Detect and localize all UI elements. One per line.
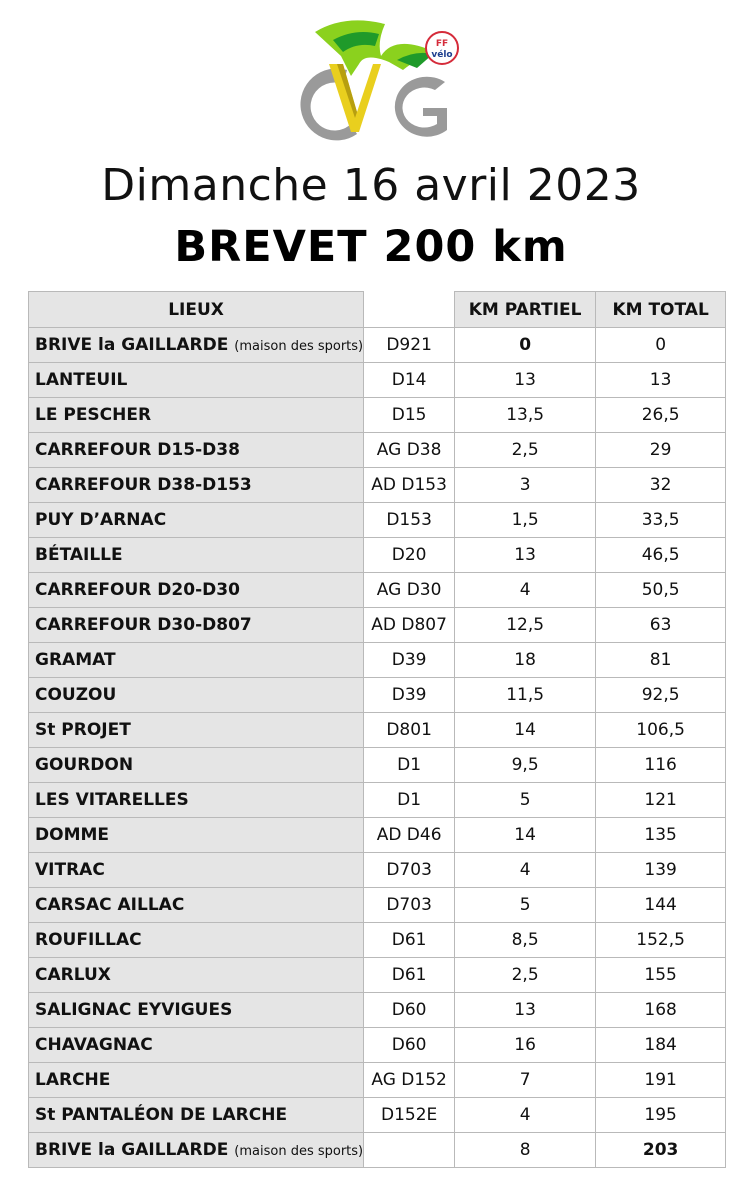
total-km-cell: 92,5 — [596, 678, 726, 713]
table-row — [29, 328, 726, 363]
place-cell — [29, 503, 364, 538]
total-km-cell: 155 — [596, 958, 726, 993]
road-cell: AG D152 — [364, 1063, 455, 1098]
table-row — [29, 888, 726, 923]
table-row — [29, 678, 726, 713]
place-cell — [29, 363, 364, 398]
svg-text:vélo: vélo — [431, 50, 453, 60]
road-cell: D39 — [364, 678, 455, 713]
table-row — [29, 433, 726, 468]
place-name: GRAMAT — [35, 650, 116, 670]
place-cell — [29, 1098, 364, 1133]
total-km-cell: 26,5 — [596, 398, 726, 433]
total-km-cell: 106,5 — [596, 713, 726, 748]
road-cell: AG D30 — [364, 573, 455, 608]
road-cell: D61 — [364, 923, 455, 958]
road-cell: D20 — [364, 538, 455, 573]
total-km-cell: 13 — [596, 363, 726, 398]
table-row — [29, 923, 726, 958]
place-cell — [29, 398, 364, 433]
place-cell — [29, 818, 364, 853]
club-logo — [285, 12, 475, 152]
place-cell — [29, 433, 364, 468]
place-note: (maison des sports) — [234, 339, 364, 354]
partial-km-cell: 12,5 — [455, 608, 596, 643]
place-cell — [29, 748, 364, 783]
place-cell — [29, 538, 364, 573]
partial-km-cell: 14 — [455, 818, 596, 853]
road-cell: AD D153 — [364, 468, 455, 503]
place-note: (maison des sports) — [234, 1144, 364, 1159]
total-km-cell: 116 — [596, 748, 726, 783]
table-row — [29, 468, 726, 503]
table-row — [29, 398, 726, 433]
road-cell: D1 — [364, 748, 455, 783]
table-row — [29, 1098, 726, 1133]
table-row — [29, 608, 726, 643]
place-cell — [29, 328, 364, 363]
partial-km-cell: 7 — [455, 1063, 596, 1098]
table-row — [29, 748, 726, 783]
road-cell: D39 — [364, 643, 455, 678]
place-name: BRIVE la GAILLARDE — [35, 335, 229, 355]
place-cell — [29, 643, 364, 678]
place-cell — [29, 923, 364, 958]
table-row — [29, 363, 726, 398]
place-cell — [29, 888, 364, 923]
place-cell — [29, 1028, 364, 1063]
partial-km-cell: 11,5 — [455, 678, 596, 713]
table-row — [29, 713, 726, 748]
partial-km-cell: 9,5 — [455, 748, 596, 783]
place-name: LARCHE — [35, 1070, 111, 1090]
table-row — [29, 853, 726, 888]
table-row — [29, 643, 726, 678]
place-name: St PANTALÉON DE LARCHE — [35, 1105, 288, 1125]
total-km-cell: 168 — [596, 993, 726, 1028]
partial-km-cell: 4 — [455, 573, 596, 608]
road-cell: AD D46 — [364, 818, 455, 853]
column-header-place: LIEUX — [29, 292, 364, 328]
partial-km-cell: 8,5 — [455, 923, 596, 958]
column-header-partial: KM PARTIEL — [455, 292, 596, 328]
road-cell: D15 — [364, 398, 455, 433]
total-km-cell: 135 — [596, 818, 726, 853]
place-name: LANTEUIL — [35, 370, 128, 390]
table-row — [29, 538, 726, 573]
partial-km-cell: 14 — [455, 713, 596, 748]
table-row — [29, 818, 726, 853]
place-cell — [29, 608, 364, 643]
table-row — [29, 993, 726, 1028]
place-name: CARREFOUR D15-D38 — [35, 440, 240, 460]
partial-km-cell: 4 — [455, 853, 596, 888]
road-cell: D703 — [364, 888, 455, 923]
road-cell: D703 — [364, 853, 455, 888]
partial-km-cell: 13 — [455, 993, 596, 1028]
total-km-cell: 0 — [596, 328, 726, 363]
event-date: Dimanche 16 avril 2023 — [101, 160, 641, 211]
place-cell — [29, 678, 364, 713]
road-cell — [364, 1133, 455, 1168]
partial-km-cell: 0 — [455, 328, 596, 363]
partial-km-cell: 2,5 — [455, 958, 596, 993]
column-header-road — [364, 292, 455, 328]
partial-km-cell: 3 — [455, 468, 596, 503]
place-cell — [29, 958, 364, 993]
place-cell — [29, 573, 364, 608]
partial-km-cell: 16 — [455, 1028, 596, 1063]
place-name: ROUFILLAC — [35, 930, 142, 950]
column-header-total: KM TOTAL — [596, 292, 726, 328]
place-name: DOMME — [35, 825, 110, 845]
total-km-cell: 50,5 — [596, 573, 726, 608]
place-name: COUZOU — [35, 685, 117, 705]
road-cell: D60 — [364, 993, 455, 1028]
place-name: GOURDON — [35, 755, 134, 775]
route-table — [28, 291, 726, 1168]
road-cell: D153 — [364, 503, 455, 538]
table-row — [29, 1133, 726, 1168]
table-row — [29, 573, 726, 608]
total-km-cell: 195 — [596, 1098, 726, 1133]
place-cell — [29, 713, 364, 748]
road-cell: D152E — [364, 1098, 455, 1133]
total-km-cell: 63 — [596, 608, 726, 643]
total-km-cell: 33,5 — [596, 503, 726, 538]
partial-km-cell: 5 — [455, 783, 596, 818]
place-name: VITRAC — [35, 860, 105, 880]
total-km-cell: 121 — [596, 783, 726, 818]
partial-km-cell: 13,5 — [455, 398, 596, 433]
total-km-cell: 46,5 — [596, 538, 726, 573]
place-cell — [29, 468, 364, 503]
table-row — [29, 783, 726, 818]
place-name: CARREFOUR D30-D807 — [35, 615, 252, 635]
partial-km-cell: 4 — [455, 1098, 596, 1133]
road-cell: D801 — [364, 713, 455, 748]
partial-km-cell: 1,5 — [455, 503, 596, 538]
place-name: BRIVE la GAILLARDE — [35, 1140, 229, 1160]
total-km-cell: 144 — [596, 888, 726, 923]
place-cell — [29, 783, 364, 818]
place-name: SALIGNAC EYVIGUES — [35, 1000, 233, 1020]
road-cell: AG D38 — [364, 433, 455, 468]
road-cell: D60 — [364, 1028, 455, 1063]
place-cell — [29, 853, 364, 888]
total-km-cell: 203 — [596, 1133, 726, 1168]
svg-text:FF: FF — [435, 39, 449, 49]
partial-km-cell: 18 — [455, 643, 596, 678]
place-name: CHAVAGNAC — [35, 1035, 153, 1055]
table-row — [29, 503, 726, 538]
partial-km-cell: 5 — [455, 888, 596, 923]
place-cell — [29, 1133, 364, 1168]
table-header-row — [29, 292, 726, 328]
total-km-cell: 191 — [596, 1063, 726, 1098]
place-name: PUY D’ARNAC — [35, 510, 167, 530]
road-cell: AD D807 — [364, 608, 455, 643]
place-name: LES VITARELLES — [35, 790, 189, 810]
partial-km-cell: 13 — [455, 363, 596, 398]
place-name: CARLUX — [35, 965, 111, 985]
place-name: St PROJET — [35, 720, 131, 740]
total-km-cell: 152,5 — [596, 923, 726, 958]
table-row — [29, 958, 726, 993]
place-name: CARREFOUR D38-D153 — [35, 475, 252, 495]
total-km-cell: 81 — [596, 643, 726, 678]
road-cell: D14 — [364, 363, 455, 398]
road-cell: D921 — [364, 328, 455, 363]
place-cell — [29, 993, 364, 1028]
total-km-cell: 184 — [596, 1028, 726, 1063]
partial-km-cell: 2,5 — [455, 433, 596, 468]
place-name: CARREFOUR D20-D30 — [35, 580, 240, 600]
partial-km-cell: 13 — [455, 538, 596, 573]
road-cell: D1 — [364, 783, 455, 818]
place-cell — [29, 1063, 364, 1098]
total-km-cell: 139 — [596, 853, 726, 888]
total-km-cell: 32 — [596, 468, 726, 503]
place-name: BÉTAILLE — [35, 545, 123, 565]
partial-km-cell: 8 — [455, 1133, 596, 1168]
place-name: CARSAC AILLAC — [35, 895, 185, 915]
event-title: BREVET 200 km — [174, 222, 568, 272]
table-row — [29, 1063, 726, 1098]
table-row — [29, 1028, 726, 1063]
total-km-cell: 29 — [596, 433, 726, 468]
road-cell: D61 — [364, 958, 455, 993]
place-name: LE PESCHER — [35, 405, 152, 425]
